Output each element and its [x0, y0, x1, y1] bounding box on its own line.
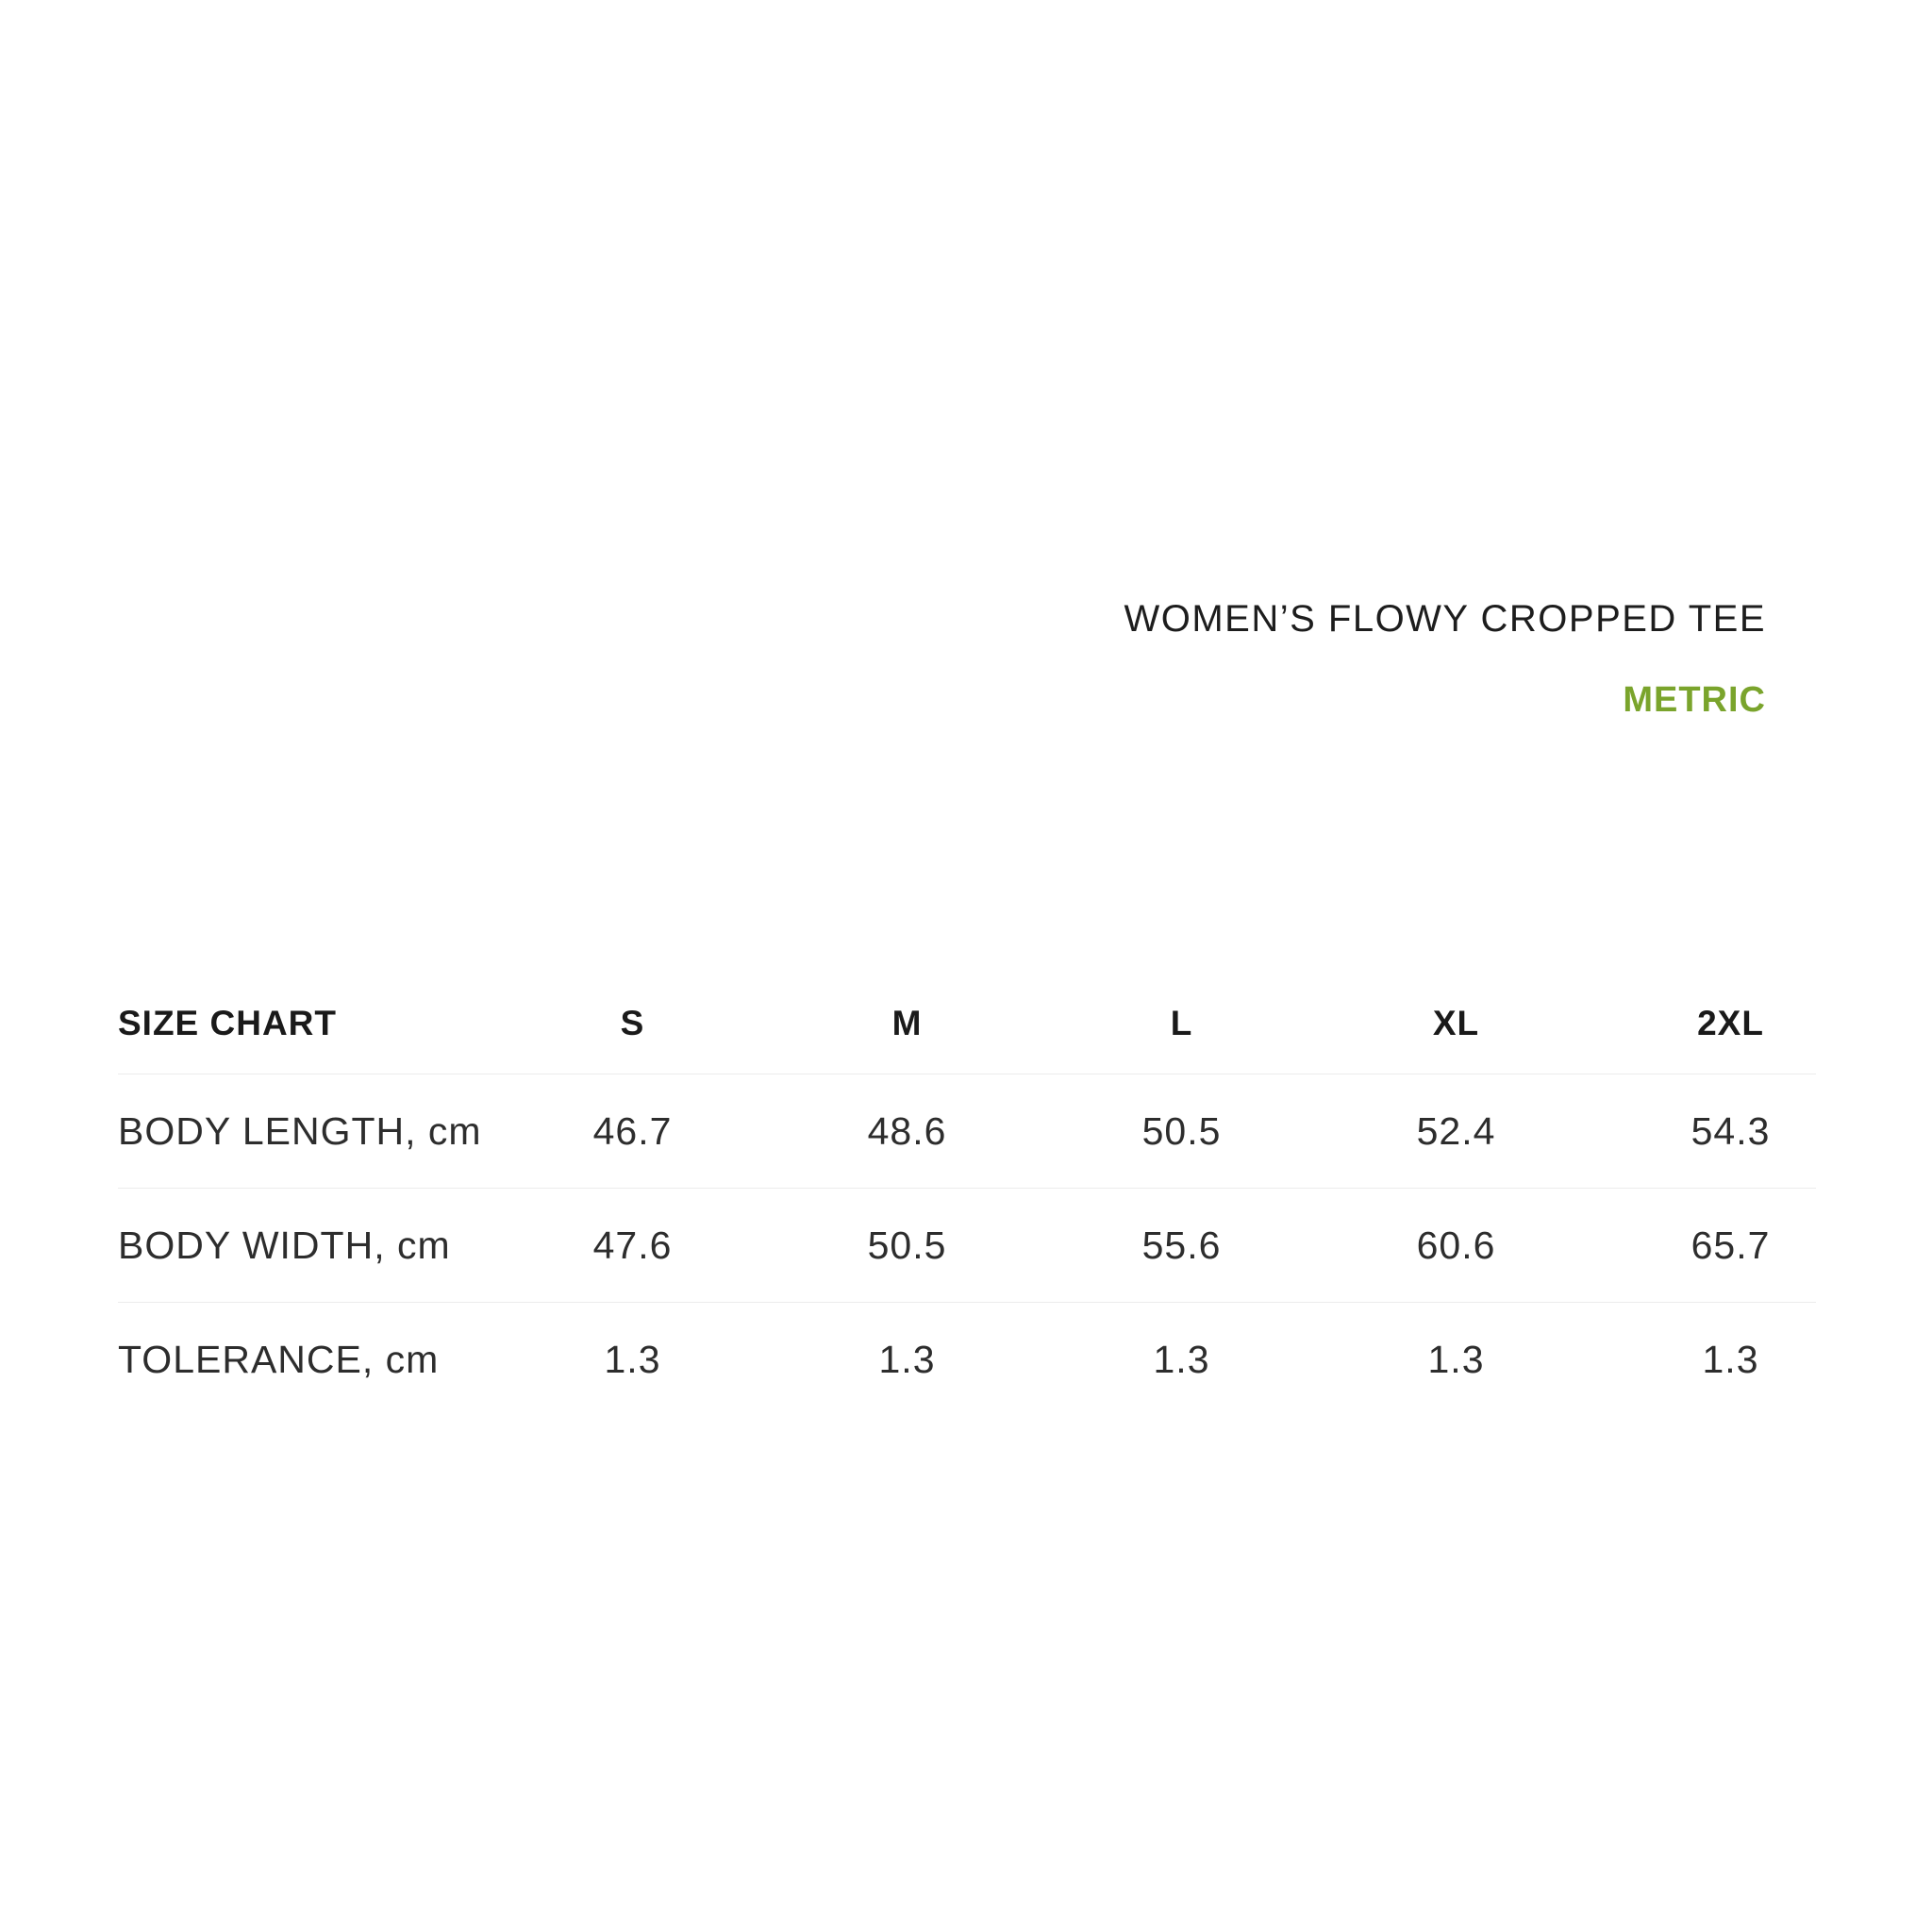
body-width-l: 55.6 [1141, 1223, 1222, 1267]
table-row-tolerance [118, 1303, 1870, 1416]
table-row-body-length [118, 1074, 1870, 1188]
table-row-body-width [118, 1189, 1870, 1302]
body-length-l: 50.5 [1141, 1108, 1222, 1153]
body-length-m: 48.6 [867, 1108, 947, 1153]
row-label: TOLERANCE, cm [118, 1337, 440, 1381]
row-label: BODY LENGTH, cm [118, 1108, 482, 1153]
tolerance-m: 1.3 [878, 1337, 936, 1381]
tolerance-2xl: 1.3 [1702, 1337, 1759, 1381]
column-header-xl: XL [1432, 1004, 1480, 1042]
tolerance-l: 1.3 [1153, 1337, 1210, 1381]
column-header-s: S [620, 1004, 645, 1042]
tolerance-s: 1.3 [604, 1337, 661, 1381]
body-length-xl: 52.4 [1416, 1108, 1496, 1153]
column-header-l: L [1170, 1004, 1193, 1042]
size-chart-title: SIZE CHART [118, 1004, 337, 1042]
body-length-s: 46.7 [592, 1108, 673, 1153]
metric-toggle[interactable]: METRIC [1623, 680, 1766, 720]
title-block [1124, 598, 1766, 721]
body-width-m: 50.5 [867, 1223, 947, 1267]
size-chart-header-row [118, 974, 1870, 1074]
body-length-2xl: 54.3 [1690, 1108, 1771, 1153]
tolerance-xl: 1.3 [1427, 1337, 1485, 1381]
row-label: BODY WIDTH, cm [118, 1223, 451, 1267]
size-chart-table [118, 974, 1870, 1416]
column-header-2xl: 2XL [1697, 1004, 1764, 1042]
product-title: WOMEN’S FLOWY CROPPED TEE [1124, 598, 1766, 640]
body-width-xl: 60.6 [1416, 1223, 1496, 1267]
column-header-m: M [891, 1004, 923, 1042]
body-width-s: 47.6 [592, 1223, 673, 1267]
body-width-2xl: 65.7 [1690, 1223, 1771, 1267]
